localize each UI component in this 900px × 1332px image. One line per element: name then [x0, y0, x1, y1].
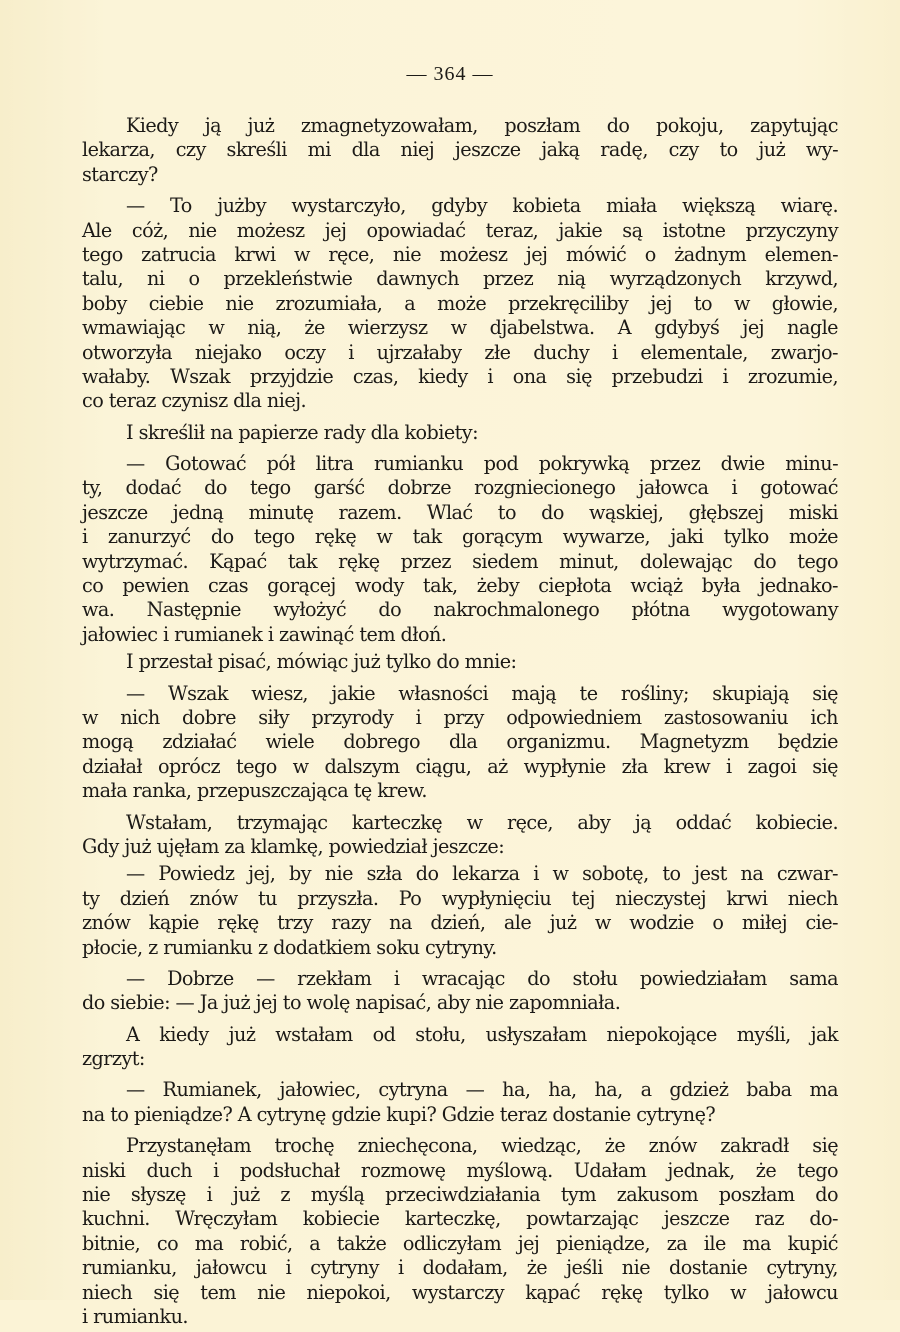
text-line: — Dobrze — rzekłam i wracając do stołu powiedziałam sama	[126, 966, 838, 990]
page-number: — 364 —	[406, 63, 494, 85]
paragraph	[82, 452, 838, 647]
text-line: starczy?	[82, 162, 158, 186]
text-line: niski duch i podsłuchał rozmowę myślową. Udałam jednak, że tego	[82, 1158, 838, 1182]
text-line: znów kąpie rękę trzy razy na dzień, ale już w wodzie o miłej cie-	[82, 911, 838, 935]
text-line: Przystanęłam trochę zniechęcona, wiedząc, że znów zakradł się	[126, 1134, 838, 1158]
paragraph	[82, 811, 838, 860]
text-line: wytrzymać. Kąpać tak rękę przez siedem minut, dolewając do tego	[82, 549, 838, 573]
text-line: jeszcze jedną minutę razem. Wlać to do wąskiej, głębszej miski	[82, 500, 838, 524]
text-line: zgrzyt:	[82, 1047, 145, 1071]
text-line: — Rumianek, jałowiec, cytryna — ha, ha, ha, a gdzież baba ma	[126, 1078, 838, 1102]
text-line: płocie, z rumianku z dodatkiem soku cytryny.	[82, 935, 497, 959]
text-line: i zanurzyć do tego rękę w tak gorącym wywarze, jaki tylko może	[82, 525, 838, 549]
paragraph	[82, 194, 838, 414]
body-text	[82, 114, 838, 1332]
text-line: A kiedy już wstałam od stołu, usłyszałam niepokojące myśli, jak	[126, 1022, 838, 1046]
text-line: I skreślił na papierze rady dla kobiety:	[126, 420, 479, 444]
paragraph	[82, 682, 838, 804]
text-line: Ale cóż, nie możesz jej opowiadać teraz, jakie są istotne przyczyny	[82, 218, 838, 242]
paragraph	[82, 114, 838, 187]
text-line: ty, dodać do tego garść dobrze rozgniecionego jałowca i gotować	[82, 476, 838, 500]
text-line: tego zatrucia krwi w ręce, nie możesz jej mówić o żadnym elemen-	[82, 242, 838, 266]
text-line: do siebie: — Ja już jej to wolę napisać, aby nie zapomniała.	[82, 991, 621, 1015]
text-line: jałowiec i rumianek i zawinąć tem dłoń.	[82, 622, 447, 646]
text-line: talu, ni o przekleństwie dawnych przez nią wyrządzonych krzywd,	[82, 267, 838, 291]
text-line: rumianku, jałowcu i cytryny i dodałam, że jeśli nie dostanie cytryny,	[82, 1256, 838, 1280]
text-line: Gdy już ujęłam za klamkę, powiedział jeszcze:	[82, 834, 505, 858]
text-line: co pewien czas gorącej wody tak, żeby ciepłota wciąż była jednako-	[82, 574, 838, 598]
text-line: — Gotować pół litra rumianku pod pokrywką przez dwie minu-	[126, 452, 838, 476]
paragraph	[82, 862, 838, 960]
paragraph	[82, 1134, 838, 1329]
paragraph	[82, 1023, 838, 1072]
paragraph	[82, 967, 838, 1016]
text-line: kuchni. Wręczyłam kobiecie karteczkę, powtarzając jeszcze raz do-	[82, 1207, 838, 1231]
paragraph	[82, 1078, 838, 1127]
text-line: ty dzień znów tu przyszła. Po wypłynięciu tej nieczystej krwi niech	[82, 886, 838, 910]
text-line: I przestał pisać, mówiąc już tylko do mnie:	[126, 650, 517, 674]
text-line: lekarza, czy skreśli mi dla niej jeszcze jaką radę, czy to już wy-	[82, 138, 838, 162]
text-line: i rumianku.	[82, 1304, 188, 1328]
text-line: mogą zdziałać wiele dobrego dla organizmu. Magnetyzm będzie	[82, 730, 838, 754]
text-line: Kiedy ją już zmagnetyzowałam, poszłam do pokoju, zapytując	[126, 114, 838, 137]
paragraph	[82, 421, 838, 445]
text-line: nie słyszę i już z myślą przeciwdziałania tym zakusom poszłam do	[82, 1183, 838, 1207]
text-line: mała ranka, przepuszczająca tę krew.	[82, 779, 427, 803]
text-line: — To jużby wystarczyło, gdyby kobieta miała większą wiarę.	[126, 194, 838, 218]
text-line: otworzyła niejako oczy i ujrzałaby złe duchy i elementale, zwarjo-	[82, 340, 838, 364]
text-line: wmawiając w nią, że wierzysz w djabelstwa. A gdybyś jej nagle	[82, 316, 838, 340]
text-line: — Wszak wiesz, jakie własności mają te rośliny; skupiają się	[126, 681, 838, 705]
text-line: niech się tem nie niepokoi, wystarczy kąpać rękę tylko w jałowcu	[82, 1280, 838, 1304]
text-line: bitnie, co ma robić, a także odliczyłam jej pieniądze, za ile ma kupić	[82, 1231, 838, 1255]
text-line: w nich dobre siły przyrody i przy odpowiedniem zastosowaniu ich	[82, 705, 838, 729]
text-line: co teraz czynisz dla niej.	[82, 389, 307, 413]
text-line: na to pieniądze? A cytrynę gdzie kupi? Gdzie teraz dostanie cytrynę?	[82, 1102, 716, 1126]
text-line: — Powiedz jej, by nie szła do lekarza i w sobotę, to jest na czwar-	[126, 862, 838, 886]
text-line: Wstałam, trzymając karteczkę w ręce, aby ją oddać kobiecie.	[126, 810, 838, 834]
text-line: działał oprócz tego w dalszym ciągu, aż wypłynie zła krew i zagoi się	[82, 754, 838, 778]
text-line: boby ciebie nie zrozumiała, a może przekręciliby jej to w głowie,	[82, 291, 838, 315]
text-line: wa. Następnie wyłożyć do nakrochmalonego płótna wygotowany	[82, 598, 838, 622]
text-line: wałaby. Wszak przyjdzie czas, kiedy i ona się przebudzi i zrozumie,	[82, 364, 838, 388]
paragraph	[82, 650, 838, 674]
